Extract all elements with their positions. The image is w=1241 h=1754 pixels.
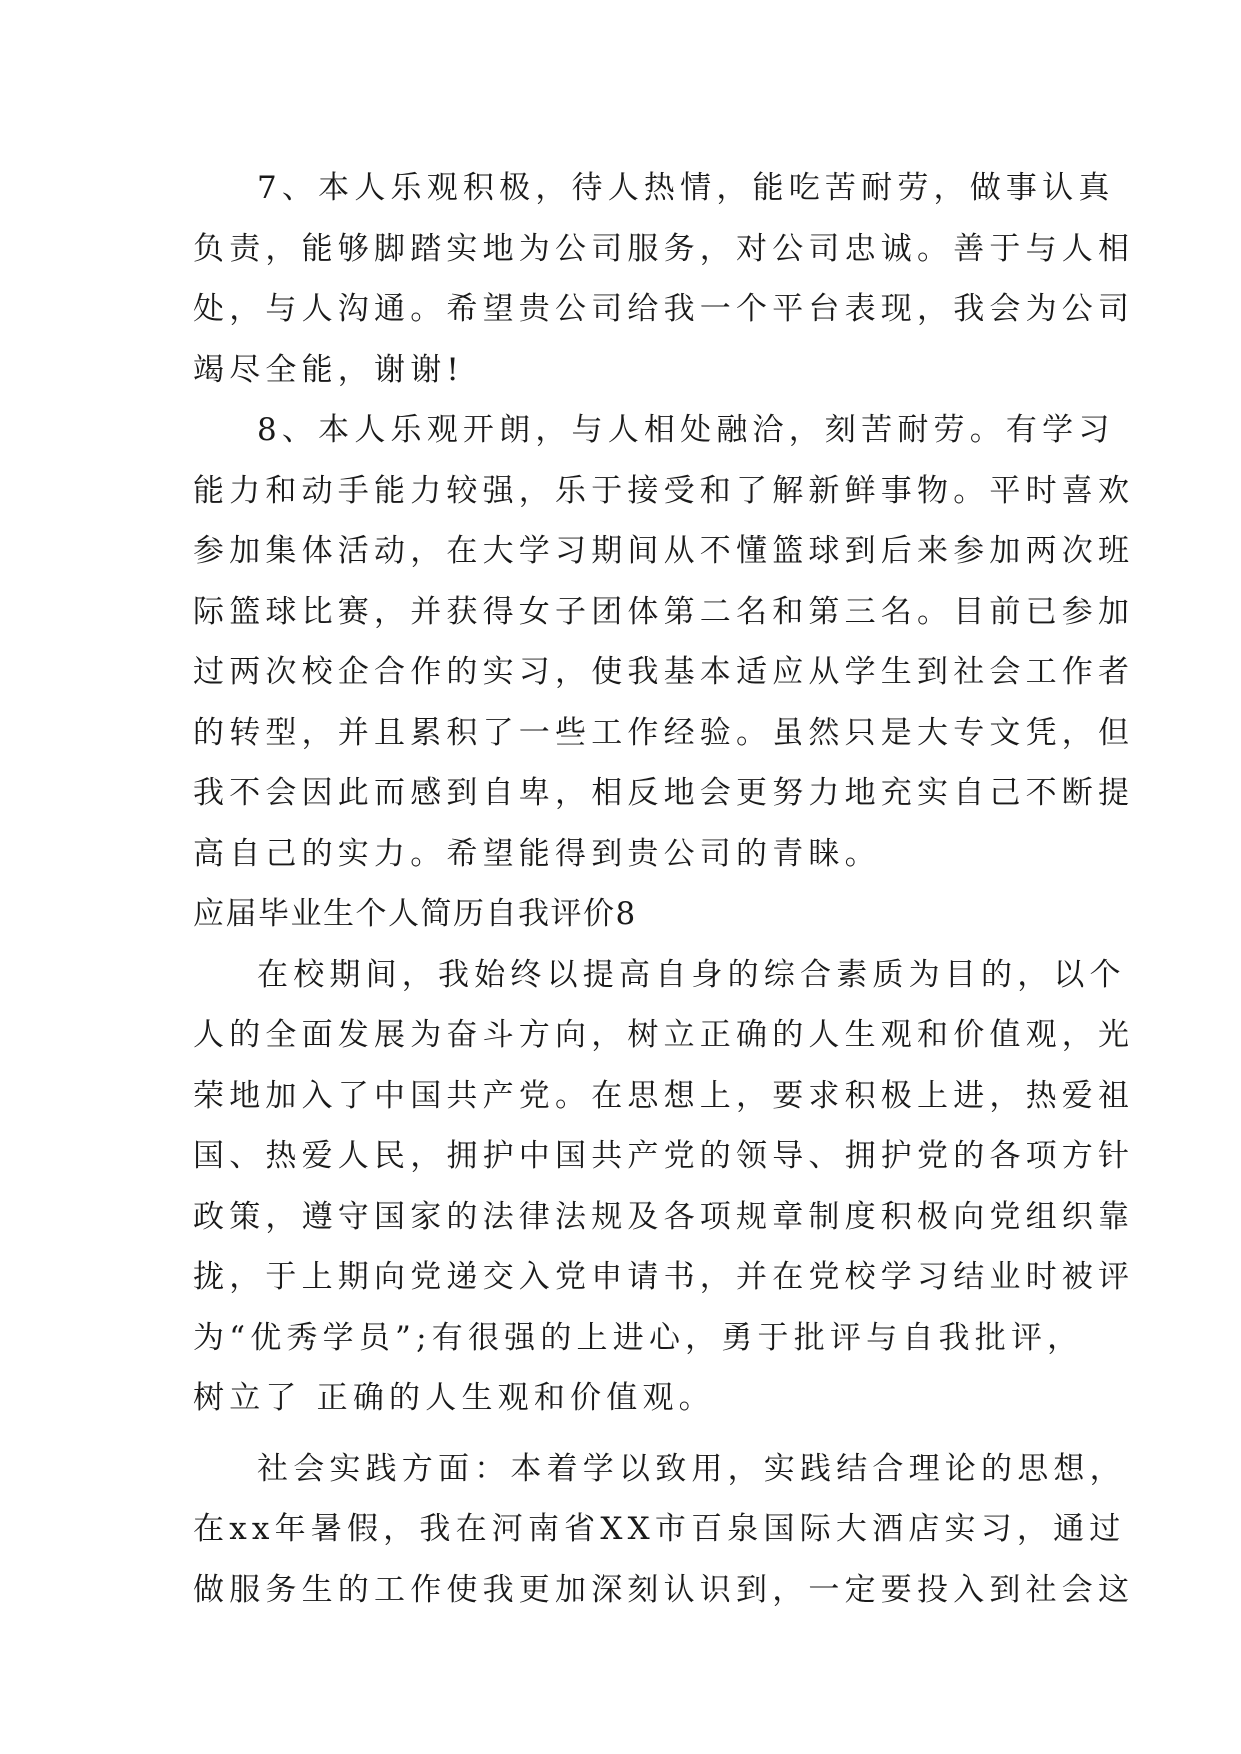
text-line: 8、本人乐观开朗，与人相处融洽，刻苦耐劳。有学习 — [257, 412, 1115, 448]
text-line: 国、热爱人民，拥护中国共产党的领导、拥护党的各项方针 — [193, 1138, 1135, 1174]
text-line: 际篮球比赛，并获得女子团体第二名和第三名。目前已参加 — [193, 593, 1135, 630]
text-line: 荣地加入了中国共产党。在思想上，要求积极上进，热爱祖 — [193, 1077, 1135, 1114]
text-line: 在校期间，我始终以提高自身的综合素质为目的，以个 — [257, 956, 1126, 993]
text-line: 做服务生的工作使我更加深刻认识到，一定要投入到社会这 — [193, 1571, 1135, 1608]
text-line: 的转型，并且累积了一些工作经验。虽然只是大专文凭，但 — [193, 714, 1135, 751]
text-line: 处，与人沟通。希望贵公司给我一个平台表现，我会为公司 — [193, 291, 1135, 327]
paragraph-8 — [193, 400, 1135, 884]
paragraph-7 — [193, 158, 1135, 400]
text-line: 拢，于上期向党递交入党申请书，并在党校学习结业时被评 — [193, 1259, 1135, 1295]
section-heading: 应届毕业生个人简历自我评价8 — [193, 896, 637, 932]
text-line: 竭尽全能，谢谢! — [193, 351, 465, 388]
text-line: 参加集体活动，在大学习期间从不懂篮球到后来参加两次班 — [193, 533, 1135, 569]
text-line: 为“优秀学员”;有很强的上进心，勇于批评与自我批评， — [193, 1319, 1084, 1356]
text-line: 树立了 正确的人生观和价值观。 — [193, 1380, 715, 1416]
text-line: 我不会因此而感到自卑，相反地会更努力地充实自己不断提 — [193, 775, 1135, 811]
text-line: 能力和动手能力较强，乐于接受和了解新鲜事物。平时喜欢 — [193, 472, 1135, 509]
document-body — [193, 158, 1135, 1620]
paragraph-practice — [193, 1439, 1135, 1621]
text-line: 7、本人乐观积极，待人热情，能吃苦耐劳，做事认真 — [257, 170, 1115, 206]
text-line: 社会实践方面：本着学以致用，实践结合理论的思想， — [257, 1450, 1126, 1487]
paragraph-gap — [193, 1429, 1061, 1439]
text-line: 负责，能够脚踏实地为公司服务，对公司忠诚。善于与人相 — [193, 230, 1135, 267]
paragraph-school — [193, 945, 1135, 1429]
text-line: 高自己的实力。希望能得到贵公司的青睐。 — [193, 835, 881, 872]
text-line: 政策，遵守国家的法律法规及各项规章制度积极向党组织靠 — [193, 1198, 1135, 1235]
text-line: 人的全面发展为奋斗方向，树立正确的人生观和价值观，光 — [193, 1017, 1135, 1053]
text-line: 在xx年暑假，我在河南省XX市百泉国际大酒店实习，通过 — [193, 1511, 1126, 1547]
text-line: 过两次校企合作的实习，使我基本适应从学生到社会工作者 — [193, 654, 1135, 690]
